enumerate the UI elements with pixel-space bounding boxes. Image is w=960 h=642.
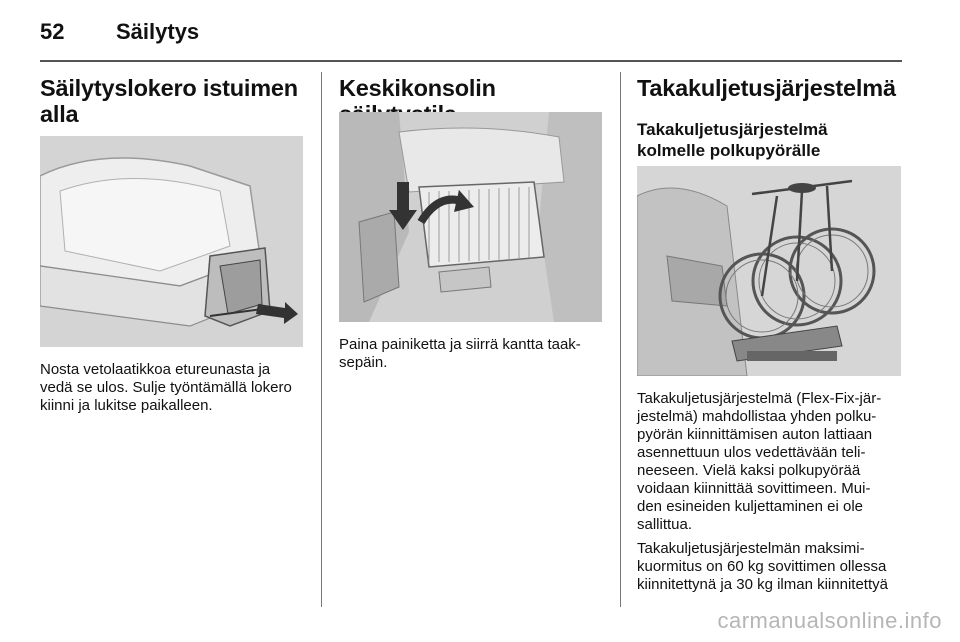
heading-line: alla bbox=[40, 101, 79, 127]
paragraph-carrier-description bbox=[637, 390, 905, 534]
text-under-seat-storage bbox=[40, 361, 315, 415]
heading-under-seat-storage bbox=[40, 75, 312, 127]
page-number: 52 bbox=[40, 19, 65, 44]
heading-rear-carrier: Takakuljetusjärjestelmä bbox=[637, 75, 896, 101]
text-line: sepäin. bbox=[339, 354, 388, 371]
header-divider bbox=[40, 60, 902, 62]
subheading-three-bikes bbox=[637, 119, 902, 161]
column-divider-1 bbox=[321, 72, 322, 607]
text-center-console bbox=[339, 336, 609, 372]
text-line: jestelmä) mahdollistaa yhden polku- bbox=[637, 408, 877, 425]
watermark: carmanualsonline.info bbox=[717, 608, 942, 633]
text-line: Takakuljetusjärjestelmän maksimi- bbox=[637, 540, 865, 557]
text-line: den esineiden kuljettaminen ei ole bbox=[637, 498, 863, 515]
subheading-line: Takakuljetusjärjestelmä bbox=[637, 120, 828, 139]
text-line: Paina painiketta ja siirrä kantta taak- bbox=[339, 336, 581, 353]
illustration-seat-drawer bbox=[40, 136, 303, 347]
push-arrow bbox=[397, 182, 409, 212]
text-line: sallittua. bbox=[637, 516, 693, 533]
text-line: Takakuljetusjärjestelmä (Flex-Fix-jär- bbox=[637, 390, 882, 407]
illustration-center-console bbox=[339, 112, 602, 322]
heading-center-console: Keskikonsolin bbox=[339, 75, 496, 101]
text-line: neeseen. Vielä kaksi polkupyörää bbox=[637, 462, 861, 479]
text-line: kiinnitettynä ja 30 kg ilman kiinnitettyä bbox=[637, 576, 888, 593]
column-under-seat-storage bbox=[40, 75, 312, 127]
column-divider-2 bbox=[620, 72, 621, 607]
paragraph-max-load bbox=[637, 540, 905, 594]
section-title: Säilytys bbox=[116, 19, 200, 44]
text-line: Nosta vetolaatikkoa etureunasta ja bbox=[40, 361, 271, 378]
text-line: asennettuun ulos vedettävään teli- bbox=[637, 444, 866, 461]
subheading-line: kolmelle polkupyörälle bbox=[637, 141, 821, 160]
text-line: kuormitus on 60 kg sovittimen ollessa bbox=[637, 558, 887, 575]
column-rear-carrier bbox=[637, 75, 902, 101]
illustration-bike-carrier bbox=[637, 166, 901, 376]
text-rear-carrier bbox=[637, 390, 905, 594]
text-line: pyörän kiinnittämisen auton lattiaan bbox=[637, 426, 873, 443]
heading-line: Säilytyslokero istuimen bbox=[40, 75, 298, 101]
text-line: voidaan kiinnittää sovittimeen. Mui- bbox=[637, 480, 871, 497]
text-line: kiinni ja lukitse paikalleen. bbox=[40, 397, 213, 414]
text-line: vedä se ulos. Sulje työntämällä lokero bbox=[40, 379, 292, 396]
